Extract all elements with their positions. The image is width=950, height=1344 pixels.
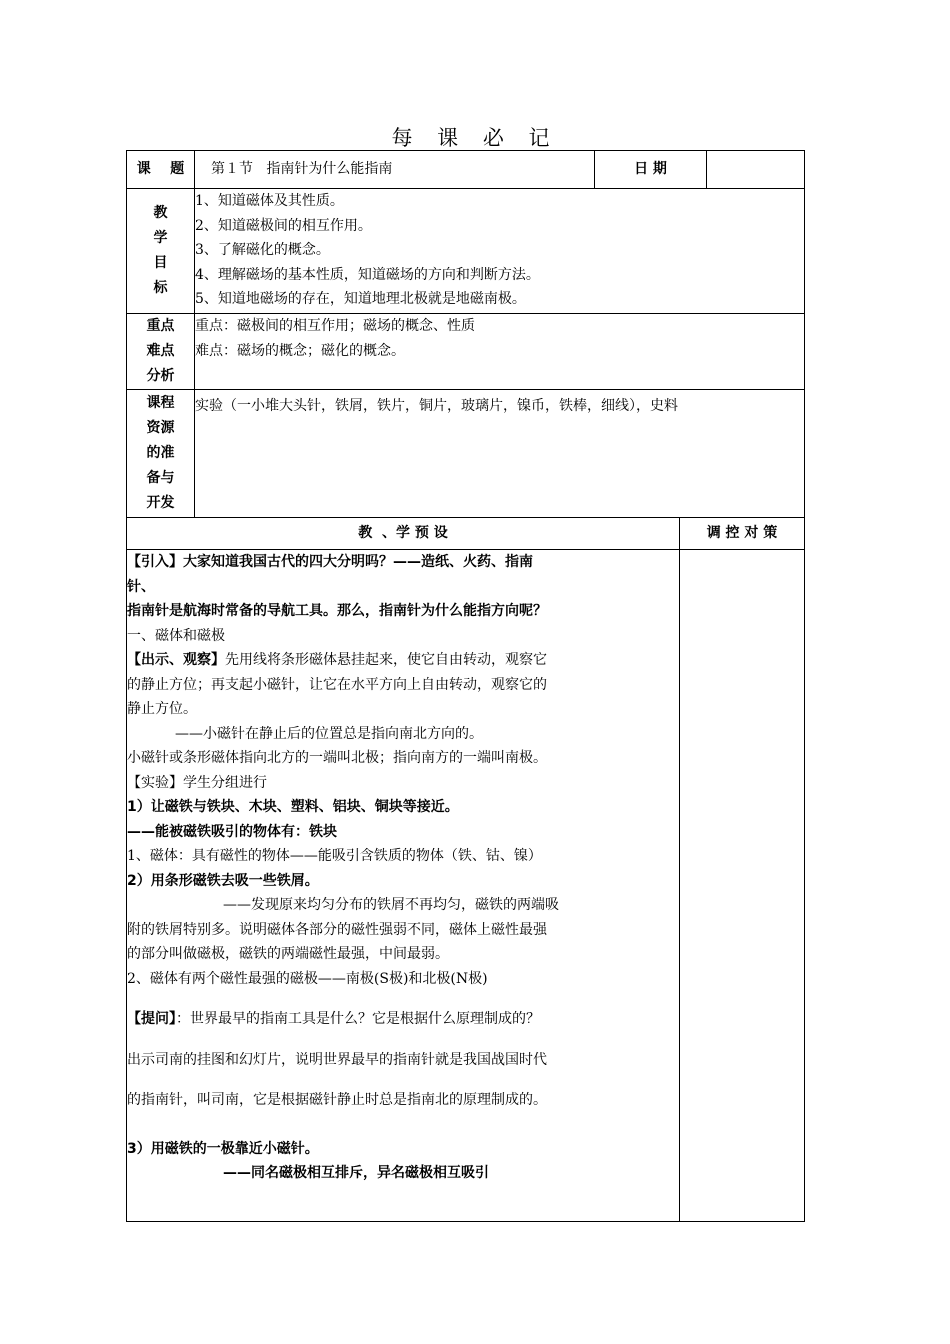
topic-row [127,151,805,189]
process-line: ——小磁针在静止后的位置总是指向南北方向的。 [175,725,483,742]
resources-row [127,390,805,518]
section-header-row [127,518,805,550]
process-line: 的静止方位；再支起小磁针，让它在水平方向上自由转动，观察它的 [127,676,547,693]
topic-label: 课 题 [127,151,195,189]
process-line: 2、磁体有两个磁性最强的磁极——南极(S极)和北极(N极) [127,970,488,987]
process-line: 小磁针或条形磁体指向北方的一端叫北极；指向南方的一端叫南极。 [127,750,547,766]
resources-label: 课程 资源 的准 备与 开发 [127,390,195,518]
process-line: 2）用条形磁铁去吸一些铁屑。 [127,872,319,889]
teaching-design-header: 教 、学 预 设 [127,518,680,550]
control-strategy-cell [680,550,805,1222]
key-point-item: 难点：磁场的概念；磁化的概念。 [195,342,405,359]
objective-item: 1、知道磁体及其性质。 [195,193,344,209]
objective-item: 5、知道地磁场的存在，知道地理北极就是地磁南极。 [195,291,526,307]
process-line: 【实验】学生分组进行 [127,774,267,791]
topic-value: 第１节 指南针为什么能指南 [195,151,595,189]
process-line: 的部分叫做磁极，磁铁的两端磁性最强，中间最弱。 [127,946,449,962]
process-line: 3）用磁铁的一极靠近小磁针。 [127,1140,319,1157]
process-line: 出示司南的挂图和幻灯片，说明世界最早的指南针就是我国战国时代 [127,1051,547,1068]
control-strategy-header: 调 控 对 策 [680,518,805,550]
teaching-process [127,550,680,1222]
process-line: 的指南针，叫司南，它是根据磁针静止时总是指南北的原理制成的。 [127,1092,547,1108]
key-points-list [195,314,805,390]
process-line: ——同名磁极相互排斥，异名磁极相互吸引 [223,1165,489,1181]
process-line: 【出示、观察】先用线将条形磁体悬挂起来，使它自由转动，观察它 [127,652,547,668]
key-points-row [127,314,805,390]
process-line: 附的铁屑特别多。说明磁体各部分的磁性强弱不同，磁体上磁性最强 [127,921,547,938]
objectives-row [127,189,805,314]
objectives-label: 教 学 目 标 [127,189,195,314]
process-line: 1、磁体：具有磁性的物体——能吸引含铁质的物体（铁、钴、镍） [127,848,542,864]
objective-item: 3、了解磁化的概念。 [195,242,330,258]
process-line: ——发现原来均匀分布的铁屑不再均匀，磁铁的两端吸 [223,897,559,913]
process-line: 1）让磁铁与铁块、木块、塑料、铝块、铜块等接近。 [127,799,459,815]
lesson-plan-table [126,150,805,1222]
document-title: 每 课 必 记 [391,126,559,150]
objective-item: 4、理解磁场的基本性质，知道磁场的方向和判断方法。 [195,266,540,283]
intro-line: 针、 [127,578,155,595]
section-heading: 一、磁体和磁极 [127,627,225,644]
date-label: 日 期 [595,151,707,189]
process-line: ——能被磁铁吸引的物体有：铁块 [127,823,337,840]
intro-line: 指南针是航海时常备的导航工具。那么，指南针为什么能指方向呢？ [127,603,547,619]
key-points-label: 重点 难点 分析 [127,314,195,390]
key-point-item: 重点：磁极间的相互作用；磁场的概念、性质 [195,318,475,334]
intro-line: 【引入】大家知道我国古代的四大分明吗？——造纸、火药、指南 [127,554,533,570]
date-value [707,151,805,189]
objectives-list [195,189,805,314]
process-line: 【提问】：世界最早的指南工具是什么？它是根据什么原理制成的？ [127,1011,540,1027]
process-row [127,550,805,1222]
process-line: 静止方位。 [127,701,197,717]
objective-item: 2、知道磁极间的相互作用。 [195,217,372,234]
resources-text: 实验（一小堆大头针，铁屑，铁片，铜片，玻璃片，镍币，铁棒，细线），史料 [195,390,805,518]
